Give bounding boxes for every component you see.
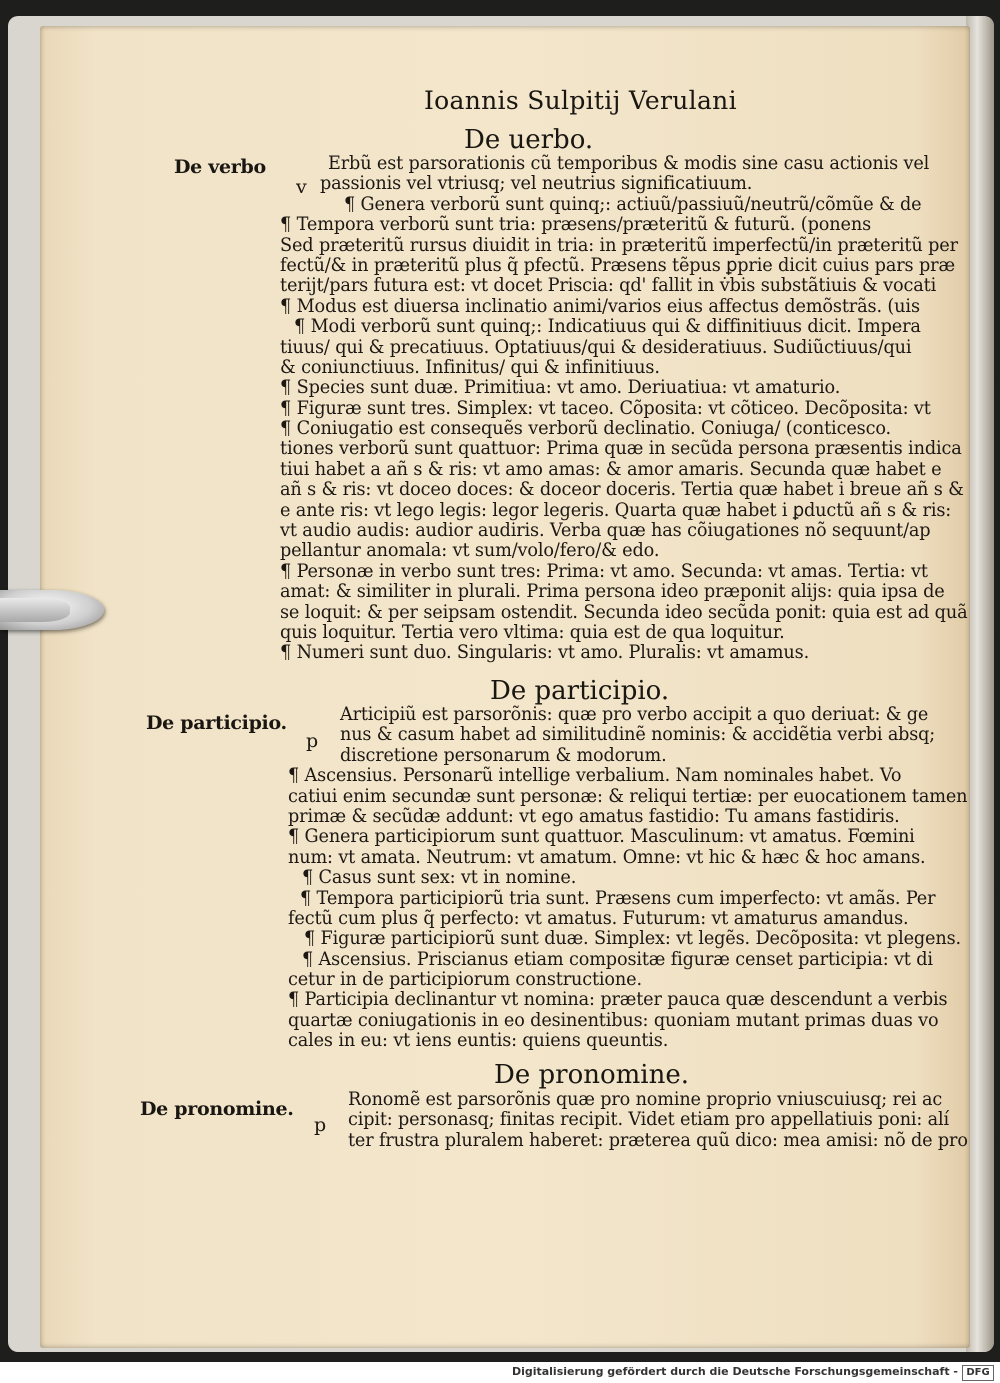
text-line: tiuus/ qui & precatiuus. Optatiuus/qui & desideratiuus. Sudiũctiuus/qui (280, 336, 912, 358)
text-line: amat: & similiter in plurali. Prima persona ideo præponit alijs: quia ipsa de (280, 581, 945, 603)
text-line: discretione personarum & modorum. (340, 744, 667, 766)
text-line: ¶ Modus est diuersa inclinatio animi/varios eius affectus demõstrãs. (uis (280, 295, 920, 317)
text-line: catiui enim secundæ sunt personæ: & reliqui tertiæ: per euocationem tamen (288, 785, 968, 807)
text-line: pellantur anomala: vt sum/volo/fero/& edo. (280, 540, 660, 562)
text-line: vt audio audis: audior audiris. Verba quæ has cõiugationes nõ sequunt/ap (280, 520, 931, 542)
text-line: cetur in de participiorum constructione. (288, 969, 642, 991)
footer-credit: Digitalisierung gefördert durch die Deutsche Forschungsgemeinschaft - (511, 1365, 958, 1378)
dfg-logo: DFG (962, 1365, 994, 1381)
text-line: ¶ Coniugatio est consequẽs verborũ declinatio. Coniuga/ (conticesco. (280, 418, 892, 440)
text-line: terijt/pars futura est: vt docet Priscia: qd' fallit in v̇bis substãtiuis & vocati (280, 275, 937, 297)
text-line: ¶ Genera participiorum sunt quattuor. Masculinum: vt amatus. Fœmini (288, 826, 915, 848)
text-line: & coniunctiuus. Infinitus/ qui & infinitiuus. (280, 356, 660, 378)
text-block-verbo (280, 154, 995, 664)
margin-note-pronomine: De pronomine. (140, 1098, 294, 1120)
text-line: num: vt amata. Neutrum: vt amatum. Omne: vt hic & hæc & hoc amans. (288, 846, 926, 868)
text-line: ¶ Tempora participiorũ tria sunt. Præsens cum imperfecto: vt amãs. Per (300, 887, 936, 909)
text-line: ¶ Casus sunt sex: vt in nomine. (302, 867, 577, 889)
text-line: passionis vel vtriusq; vel neutrius significatiuum. (320, 173, 753, 195)
text-line: ¶ Modi verborũ sunt quinq;: Indicatiuus qui & diffinitiuus dicit. Impera (294, 316, 921, 338)
text-line: cipit: personasq; finitas recipit. Videt etiam pro appellatiuis poni: alí (348, 1109, 949, 1131)
initial-letter-participio: p (306, 730, 319, 752)
text-line: fectũ/& in præteritũ plus q̃ pfectũ. Præsens tẽpus ꝑprie dicit cuius pars præ (280, 254, 955, 276)
running-head: Ioannis Sulpitij Verulani (424, 86, 737, 115)
text-line: añ s & ris: vt doceo doces: & doceor doceris. Tertia quæ habet i breue añ s & (280, 479, 964, 501)
initial-letter-pronomine: p (314, 1114, 327, 1136)
text-line: tiui habet a añ s & ris: vt amo amas: & amor amaris. Secunda quæ habet e (280, 458, 942, 480)
text-line: e ante ris: vt lego legis: legor legeris. Quarta quæ habet i ꝑductũ añ s & ris: (280, 499, 952, 521)
text-line: Erbũ est parsorationis cũ temporibus & modis sine casu actionis vel (328, 153, 930, 174)
text-line: primæ & secũdæ addunt: vt ego amatus fastidio: Tu amans fastidiris. (288, 805, 900, 827)
text-line: ¶ Tempora verborũ sunt tria: præsens/præteritũ & futurũ. (ponens (280, 214, 872, 236)
text-line: se loquit: & per seipsam ostendit. Secunda ideo secũda ponit: quia est ad quã (280, 601, 968, 623)
text-line: ¶ Participia declinantur vt nomina: præter pauca quæ descendunt a verbis (288, 989, 948, 1011)
section-title-participio: De participio. (490, 676, 670, 706)
text-line: fectũ cum plus q̃ perfecto: vt amatus. Futurum: vt amaturus amandus. (288, 907, 909, 929)
text-line: cales in eu: vt iens euntis: quiens queuntis. (288, 1030, 669, 1052)
text-line: ¶ Figuræ sunt tres. Simplex: vt taceo. Cõposita: vt cõticeo. Decõposita: vt (280, 397, 931, 419)
page-clip (0, 590, 104, 630)
text-line: quartæ coniugationis in eo desinentibus: quoniam mutant primas duas vo (288, 1009, 939, 1031)
text-line: ter frustra pluralem haberet: præterea quũ dico: mea amisi: nõ de pro (348, 1129, 968, 1151)
text-line: ¶ Ascensius. Personarũ intellige verbalium. Nam nominales habet. Vo (288, 765, 902, 787)
text-line: tiones verborũ sunt quattuor: Prima quæ in secũda persona præsentis indica (280, 438, 962, 460)
margin-note-verbo: De verbo (174, 156, 266, 178)
text-block-participio (288, 705, 996, 1052)
text-line: ¶ Ascensius. Priscianus etiam compositæ figuræ censet participia: vt di (302, 948, 933, 970)
initial-letter-verbo: v (296, 176, 307, 198)
text-line: Ronomẽ est parsorõnis quæ pro nomine proprio vniuscuiusq; rei ac (348, 1089, 943, 1110)
footer-bar (0, 1362, 1000, 1383)
text-line: ¶ Numeri sunt duo. Singularis: vt amo. Pluralis: vt amamus. (280, 642, 810, 664)
text-line: ¶ Species sunt duæ. Primitiua: vt amo. Deriuatiua: vt amaturio. (280, 377, 841, 399)
section-title-verbo: De uerbo. (464, 125, 594, 155)
text-line: nus & casum habet ad similitudinẽ nominis: & accidẽtia verbi absq; (340, 724, 936, 746)
text-line: ¶ Personæ in verbo sunt tres: Prima: vt amo. Secunda: vt amas. Tertia: vt (280, 560, 928, 582)
text-block-pronomine (348, 1090, 995, 1151)
text-line: Sed præteritũ rursus diuidit in tria: in præteritũ imperfectũ/in præteritũ per (280, 234, 958, 256)
text-line: quis loquitur. Tertia vero vltima: quia est de qua loquitur. (280, 621, 785, 643)
text-line: Articipiũ est parsorõnis: quæ pro verbo accipit a quo deriuat: & ge (340, 704, 929, 725)
text-line: ¶ Figuræ participiorũ sunt duæ. Simplex: vt legẽs. Decõposita: vt plegens. (304, 928, 961, 950)
section-title-pronomine: De pronomine. (494, 1060, 689, 1090)
margin-note-participio: De participio. (146, 712, 287, 734)
text-line: ¶ Genera verborũ sunt quinq;: actiuũ/passiuũ/neutrũ/cõmũe & de (344, 193, 922, 215)
